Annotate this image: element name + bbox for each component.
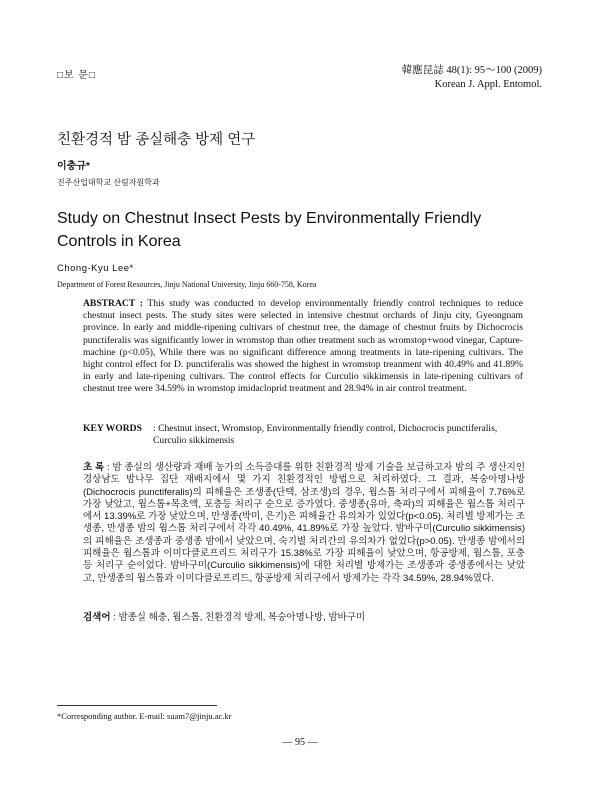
journal-name: Korean J. Appl. Entomol.	[434, 79, 542, 90]
footnote: *Corresponding author. E-mail: suam7@jinju.ac.kr	[57, 711, 232, 721]
english-affiliation: Department of Forest Resources, Jinju National University, Jinju 660-758, Korea	[57, 280, 317, 289]
korean-title: 친환경적 밤 종실해충 방제 연구	[57, 132, 256, 148]
page-number: — 95 —	[282, 737, 318, 748]
korean-abstract	[83, 462, 525, 585]
korean-keywords-text: : 밤종실 해충, 웜스톱, 친환경적 방제, 복숭아명나방, 밤바구미	[113, 612, 366, 623]
keywords-text: : Chestnut insect, Wromstop, Environmentally friendly control, Dichocrocis punctiferalis, Curculio sikkimensis	[153, 423, 498, 446]
english-keywords	[83, 423, 533, 447]
korean-keywords-label: 검색어	[83, 612, 111, 623]
keywords-label: KEY WORDS	[83, 423, 142, 434]
abstract-text: This study was conducted to develop environmentally friendly control techniques to reduce chestnut insect pests. The study sites were selected in intensive chestnut orchards of Jinju city, Gyeongnam province. In early and middle-ripening cultivars of chestnut tree, the damage of chestnut fruits by Dichocrocis punctiferalis was significantly lower in wromstop than other treatment such as wromstop+wood vinegar, Capture-machine (p<0.05), While there was no significant difference among treatments in late-ripening cultivars. The hight control effect for D. punctiferalis was showed the highest in wromstop treanment with 40.49% and 41.89% in early and late-ripening cultivars. The control effects for Curculio sikkimensis in late-ripening cultivars of chestnut tree were 34.59% in wromstop imidacloprid treatment and 28.94% in air control treatment.	[83, 298, 524, 395]
journal-header	[402, 64, 542, 92]
english-author: Chong-Kyu Lee*	[57, 263, 134, 274]
korean-affiliation: 진주산업대학교 산림자원학과	[57, 178, 160, 187]
korean-abstract-text: : 밤 종실의 생산량과 재배 농가의 소득증대를 위한 친환경적 방제 기술을 보급하고자 밤의 주 생산지인 경상남도 밤나무 집단 재배지에서 몇 가지 친환경적인 방법으로 처리하였다. 그 결과, 복숭아명나방(Dichocrocis punctiferalis)의 피해율은 조생종(단택, 삼조생)의 경우, 웜스톱 처리구에서 피해율이 7.76%로 가장 낮았고, 웜스톱+목초액, 포충등 처리구 순으로 증가였다. 중생종(유마, 축파)의 피해율은 웜스톱 처리구에서 13.39%로 가장 낮았으며, 만생종(박미, 은기)은 피해율간 유의차가 있었다(p<0.05). 처리별 방제가는 조생종, 만생종 밤의 웜스톱 처리구에서 각각 40.49%, 41.89%로 가장 높았다. 밤바구미(Curculio sikkimensis)의 피해율은 조생종과 중생종 밤에서 낮았으며, 숙기별 처리간의 유의차가 없었다(p>0.05). 만생종 밤에서의 피해율은 웜스톱과 이미다클로프리드 처리구가 15.38%로 가장 피해율이 낮았으며, 항공방제, 웜스톱, 포충등 처리구 순이었다. 밤바구미(Curculio sikkimensis)에 대한 처리별 방제가는 조생종과 중생종에서는 낮았고, 만생종의 웜스톱과 이미다클로프리드, 항공방제 처리구에서 방제가는 각각 34.59%, 28.94%였다.	[83, 462, 525, 584]
journal-reference: 韓應昆誌 48(1): 95～100 (2009)	[401, 65, 542, 76]
english-title: Study on Chestnut Insect Pests by Environmentally Friendly Controls in Korea	[57, 210, 482, 250]
korean-keywords	[83, 609, 523, 623]
footnote-divider	[57, 705, 217, 706]
abstract-label: ABSTRACT :	[83, 298, 143, 309]
section-label: □보 문□	[57, 70, 96, 81]
english-abstract	[83, 298, 523, 396]
korean-abstract-label: 초 록	[83, 462, 105, 473]
korean-author: 이충규*	[57, 161, 90, 172]
